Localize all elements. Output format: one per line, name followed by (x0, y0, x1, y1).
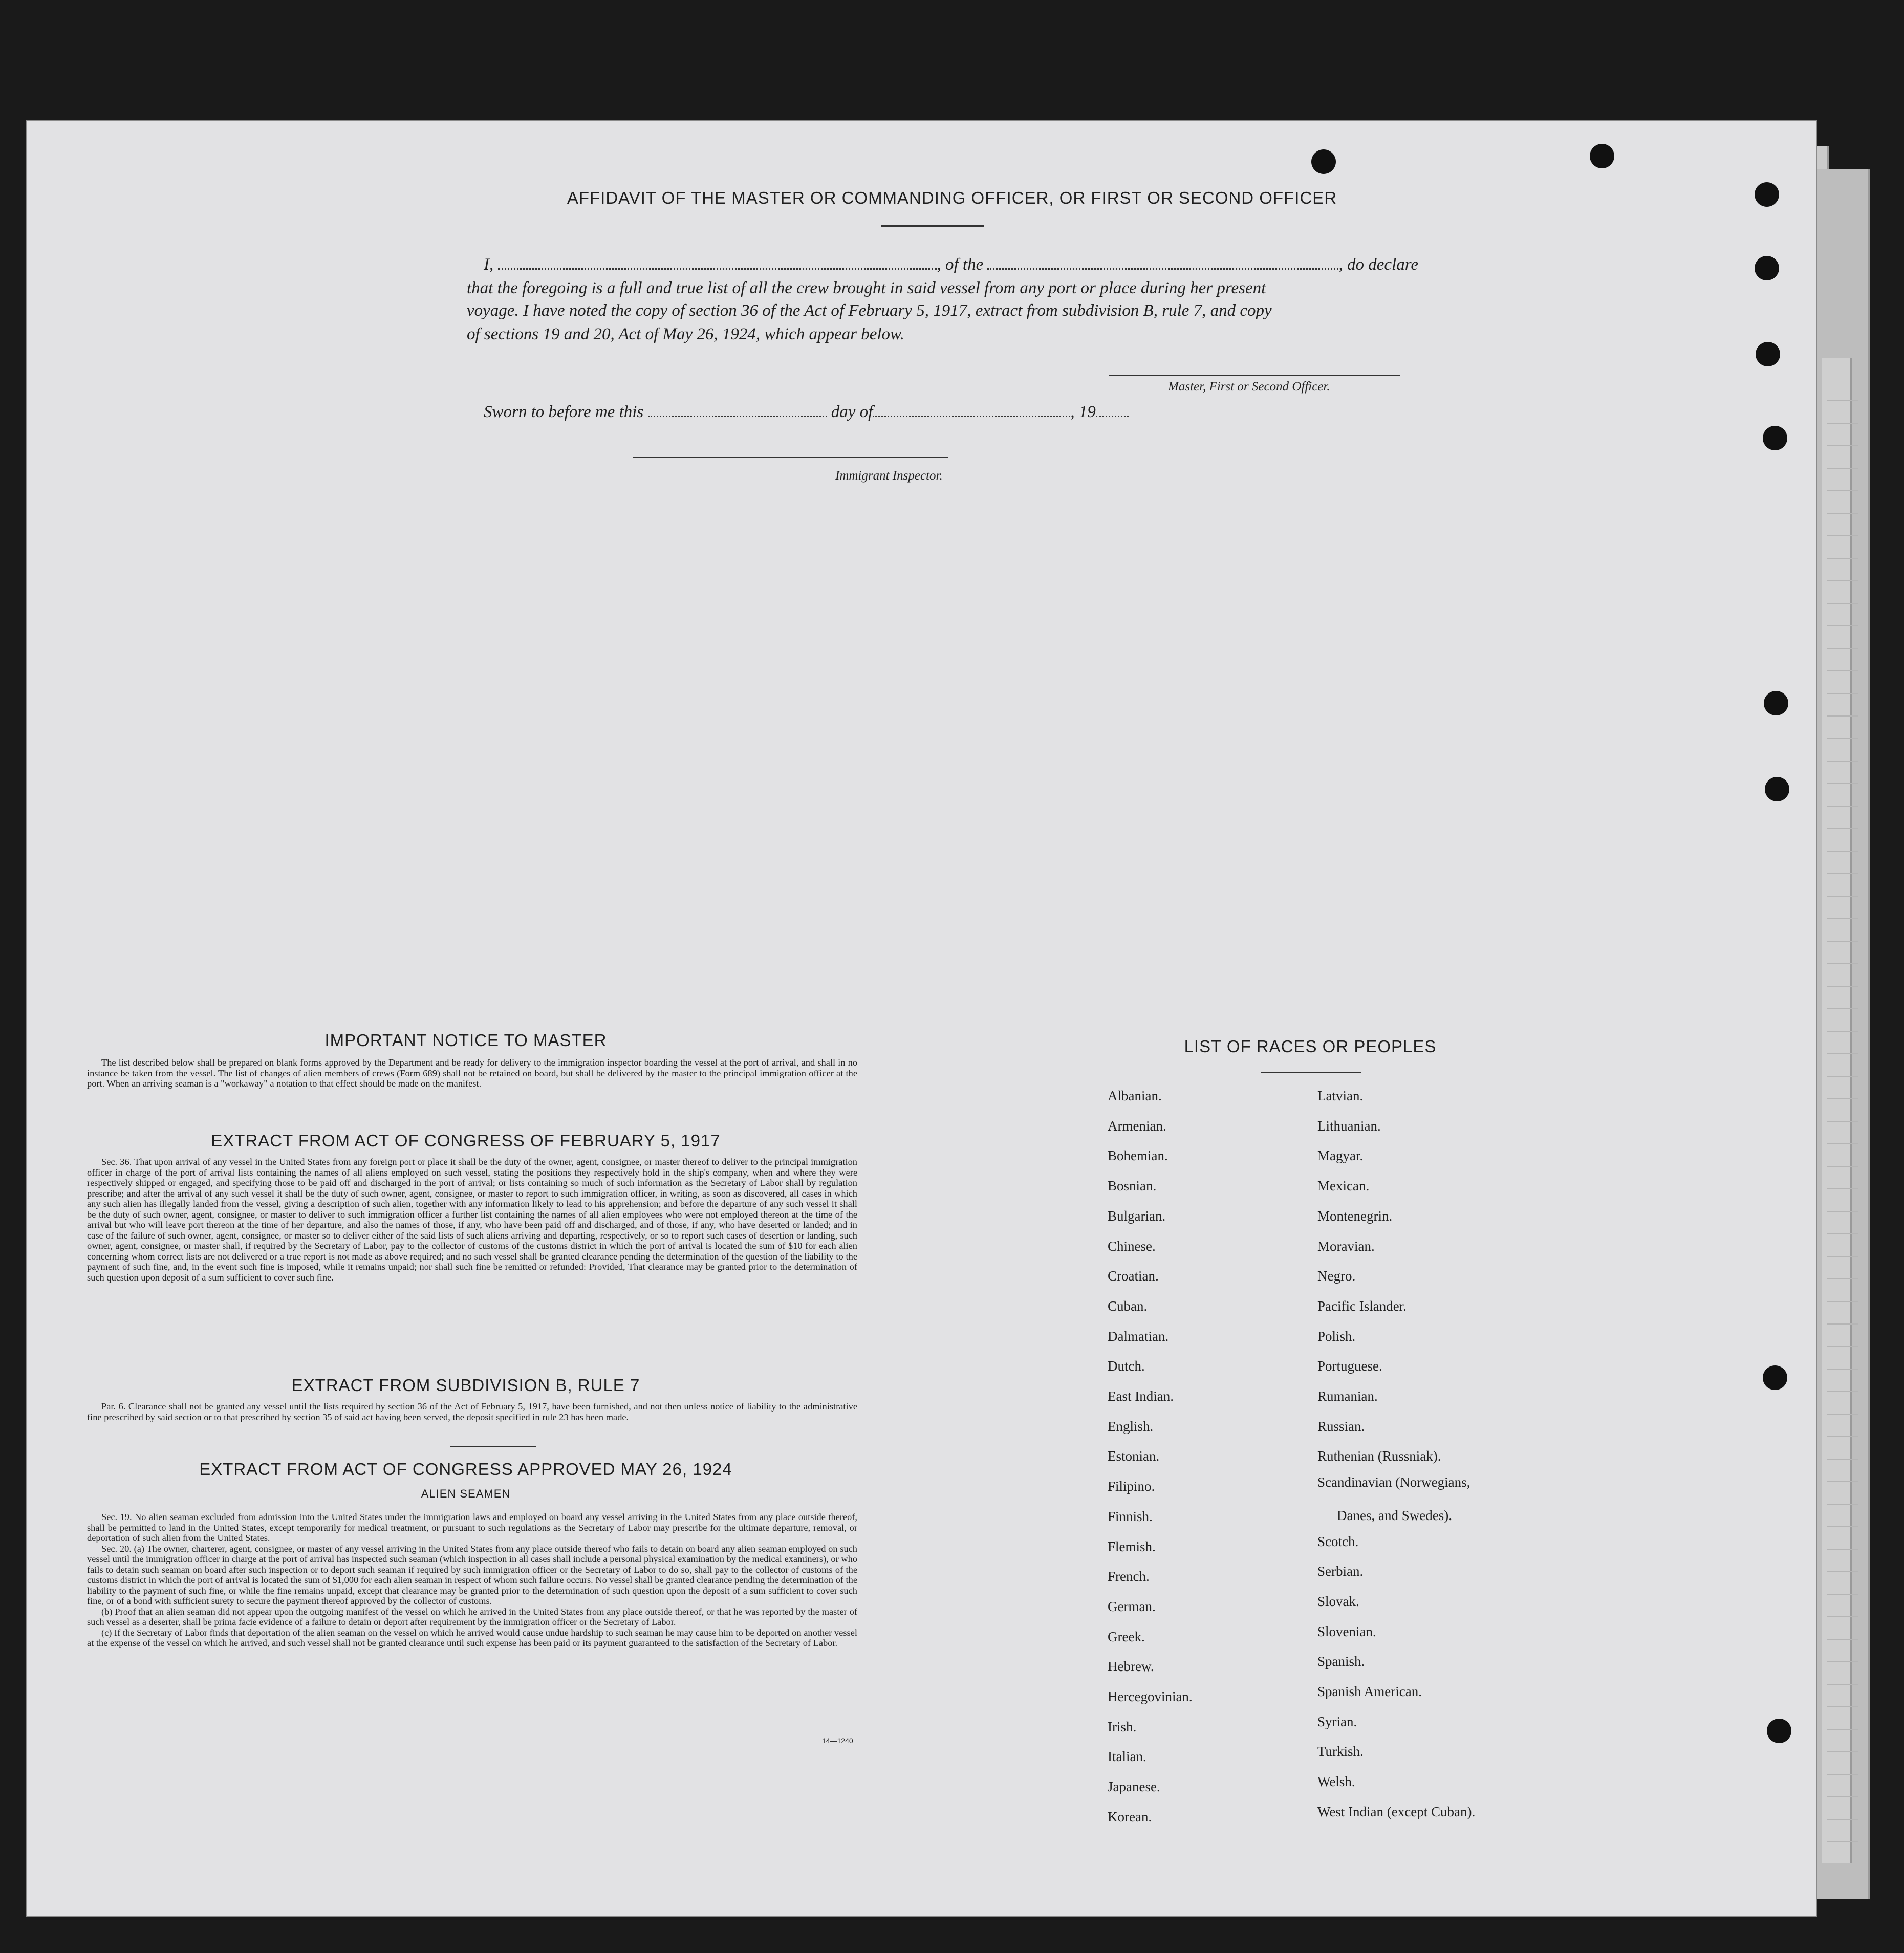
form-number: 14—1240 (822, 1737, 853, 1745)
vessel-name-field[interactable] (987, 268, 1338, 270)
race-item-scandinavian-cont: Danes, and Swedes). (1337, 1508, 1452, 1523)
sworn-month-field[interactable] (873, 416, 1070, 417)
punch-hole (1311, 149, 1336, 174)
section-19-paragraph: Sec. 19. No alien seaman excluded from admission into the United States under the immigration laws and employed on board any vessel arriving in the United States from any place outside thereof, shall be permitted to land in the United States, except temporarily for medical treatment, or pursuant to such regulations as the Secretary of Labor may prescribe for the ultimate departure, removal, or deportation of such alien from the United States. (87, 1512, 857, 1543)
race-item: Latvian. (1317, 1088, 1364, 1103)
notice-text (87, 1057, 857, 1089)
race-item: Montenegrin. (1317, 1208, 1393, 1224)
race-item: Korean. (1108, 1809, 1152, 1825)
race-item: Serbian. (1317, 1564, 1364, 1579)
alien-seamen-subtitle: ALIEN SEAMEN (421, 1487, 511, 1500)
affidavit-i-label: I, (484, 255, 494, 274)
race-item: Filipino. (1108, 1479, 1155, 1494)
section-20c-paragraph: (c) If the Secretary of Labor finds that deportation of the alien seaman on the vessel on which he arrived would cause undue hardship to such seaman he may cause him to be deported on another vessel at the expense of the vessel on which he arrived, and such vessel shall not be granted clearance until such expense has been paid or its payment guaranteed to the satisfaction of the Secretary of Labor. (87, 1627, 857, 1648)
race-item: Chinese. (1108, 1238, 1156, 1254)
section-36-paragraph: Sec. 36. That upon arrival of any vessel in the United States from any foreign port or place it shall be the duty of the owner, agent, consignee, or master thereof to deliver to the principal immigration officer in charge of the port of arrival lists containing the names of all aliens employed on such vessel, stating the positions they respectively hold in the ship's company, when and where they were respectively shipped or engaged, and specifying those to be paid off and discharged in the port of arrival; or lists containing so much of such information as the Secretary of Labor shall by regulation prescribe; and after the arrival of any such vessel it shall be the duty of such owner, agent, consignee, or master to report to such immigration officer, in writing, as soon as discovered, all cases in which any such alien has illegally landed from the vessel, giving a description of such alien, together with any information likely to lead to his apprehension; and before the departure of any such vessel it shall be the duty of such owner, agent, consignee, or master to deliver to such immigration officer a further list containing the names of all alien employees who were not employed thereon at the time of the arrival but who will leave port thereon at the time of her departure, and also the names of those, if any, who have been paid off and discharged, and of those, if any, who have deserted or landed; and in case of the failure of such owner, agent, consignee, or master so to deliver either of the said lists of such aliens arriving and departing, respectively, or so to report such cases of desertion or landing, such owner, agent, consignee, or master shall, if required by the Secretary of Labor, pay to the collector of customs of the customs district in which the port of arrival is located the sum of $10 for each alien concerning whom correct lists are not delivered or a true report is not made as above required; and no such vessel shall be granted clearance pending the determination of the question of the liability to the payment of such fine, and, in the event such fine is imposed, while it remains unpaid; nor shall such fine be remitted or refunded: Provided, That clearance may be granted prior to the determination of such question upon deposit of a sum sufficient to cover such fine. (87, 1157, 857, 1283)
race-item: Dalmatian. (1108, 1328, 1169, 1344)
races-title-rule (1261, 1072, 1361, 1073)
race-item: Syrian. (1317, 1713, 1357, 1729)
race-item: Croatian. (1108, 1268, 1159, 1284)
officer-name-field[interactable] (498, 268, 937, 270)
extract-1924-title: EXTRACT FROM ACT OF CONGRESS APPROVED MAY 26, 1924 (199, 1460, 732, 1479)
race-item: Turkish. (1317, 1744, 1364, 1760)
race-item: Armenian. (1108, 1118, 1166, 1134)
affidavit-of-the-label: , of the (937, 255, 984, 274)
notice-title: IMPORTANT NOTICE TO MASTER (324, 1031, 607, 1050)
paragraph-6: Par. 6. Clearance shall not be granted any vessel until the lists required by section 36 of the Act of February 5, 1917, have been furnished, and not then unless notice of liability to the administrative fine prescribed by said section or to that prescribed by section 35 of said act having been served, the deposit specified in rule 23 has been made. (87, 1401, 857, 1422)
punch-hole (1755, 256, 1779, 280)
extract-1917-title: EXTRACT FROM ACT OF CONGRESS OF FEBRUARY 5, 1917 (211, 1131, 721, 1150)
race-item: Albanian. (1108, 1088, 1162, 1103)
race-item: German. (1108, 1598, 1156, 1614)
race-item: Dutch. (1108, 1358, 1145, 1374)
punch-hole (1765, 777, 1789, 801)
day-of-label: day of (831, 403, 873, 421)
race-item: Magyar. (1317, 1148, 1364, 1164)
races-title: LIST OF RACES OR PEOPLES (1184, 1037, 1437, 1056)
section-20a-paragraph: Sec. 20. (a) The owner, charterer, agent, consignee, or master of any vessel arriving in the United States from any place outside thereof who fails to detain on board any alien seaman employed on such vessel until the immigration officer in charge at the port of arrival has inspected such seaman (which inspection in all cases shall include a personal physical examination by the medical examiners), or who fails to detain such seaman on board after such inspection or to deport such seaman if required by such immigration officer or the Secretary of Labor to do so, shall pay to the collector of customs of the customs district in which the port of arrival is located the sum of $1,000 for each alien seaman in respect of whom such failure occurs. No vessel shall be granted clearance pending the determination of the liability to the payment of such fine, or while the fine remains unpaid, except that clearance may be granted prior to the determination of such question upon the deposit of a sum sufficient to cover such fine, or of a bond with sufficient surety to secure the payment thereof approved by the collector of customs. (87, 1543, 857, 1606)
inspector-label: Immigrant Inspector. (835, 469, 943, 483)
race-item: Slovenian. (1317, 1623, 1376, 1639)
year-label: , 19 (1070, 403, 1096, 421)
master-signature-label: Master, First or Second Officer. (1168, 380, 1330, 394)
race-item: Hercegovinian. (1108, 1689, 1193, 1704)
title-rule (881, 225, 984, 227)
notice-paragraph: The list described below shall be prepared on blank forms approved by the Department and be ready for delivery to the immigration inspector boarding the vessel at the port of arrival, and shall in no instance be taken from the vessel. The list of changes of alien members of crews (Form 689) shall not be retained on board, but shall be delivered by the master to the principal immigration officer at the port. When an arriving seaman is a "workaway" a notation to that effect should be made on the manifest. (87, 1057, 857, 1089)
section-20b-paragraph: (b) Proof that an alien seaman did not appear upon the outgoing manifest of the vessel on which he arrived in the United States from any place outside thereof, or that he was reported by the master of such vessel as a deserter, shall be prima facie evidence of a failure to detain or deport after requirement by the immigration officer or the Secretary of Labor. (87, 1606, 857, 1627)
race-item: Japanese. (1108, 1779, 1160, 1795)
subdivision-title: EXTRACT FROM SUBDIVISION B, RULE 7 (291, 1376, 640, 1395)
race-item: Lithuanian. (1317, 1118, 1381, 1134)
affidavit-title: AFFIDAVIT OF THE MASTER OR COMMANDING OFFICER, OR FIRST OR SECOND OFFICER (567, 188, 1337, 207)
race-item: Spanish. (1317, 1654, 1365, 1669)
race-item: Welsh. (1317, 1774, 1355, 1790)
punch-hole (1763, 426, 1787, 450)
extract-1924-text (87, 1512, 857, 1648)
race-item: English. (1108, 1418, 1154, 1434)
sworn-year-field[interactable] (1096, 416, 1129, 417)
race-item: Finnish. (1108, 1508, 1153, 1524)
race-item: Greek. (1108, 1629, 1145, 1644)
sworn-label: Sworn to before me this (484, 403, 644, 421)
race-item: Scandinavian (Norwegians, (1317, 1474, 1470, 1490)
race-item: Estonian. (1108, 1448, 1160, 1464)
race-item: Rumanian. (1317, 1388, 1378, 1404)
race-item: Moravian. (1317, 1238, 1375, 1254)
affidavit-line-1 (484, 253, 1418, 276)
affidavit-line-3: voyage. I have noted the copy of section 36 of the Act of February 5, 1917, extract from subdivision B, rule 7, and copy (467, 301, 1272, 320)
race-item: Bulgarian. (1108, 1208, 1166, 1224)
race-item: Scotch. (1317, 1533, 1359, 1549)
race-item: Mexican. (1317, 1178, 1370, 1194)
race-item: Portuguese. (1317, 1358, 1382, 1374)
race-item: Bosnian. (1108, 1178, 1157, 1194)
punch-hole (1763, 1365, 1787, 1390)
race-item: Hebrew. (1108, 1659, 1154, 1675)
race-item: Pacific Islander. (1317, 1298, 1407, 1314)
race-item: Slovak. (1317, 1593, 1359, 1609)
punch-hole (1756, 342, 1780, 366)
affidavit-line-4: of sections 19 and 20, Act of May 26, 1924, which appear below. (467, 325, 904, 343)
race-item: Flemish. (1108, 1538, 1156, 1554)
race-item: Bohemian. (1108, 1148, 1168, 1164)
race-item: Cuban. (1108, 1298, 1148, 1314)
race-item: Irish. (1108, 1719, 1137, 1734)
race-item: Spanish American. (1317, 1684, 1422, 1699)
punch-hole (1764, 691, 1788, 715)
section-divider (450, 1446, 536, 1447)
race-item: Polish. (1317, 1328, 1356, 1344)
sworn-line (484, 400, 1129, 424)
inspector-signature-line[interactable] (633, 457, 948, 458)
punch-hole (1767, 1719, 1791, 1743)
race-item: West Indian (except Cuban). (1317, 1804, 1476, 1819)
ledger-grid-edge (1827, 389, 1858, 1842)
race-item: Italian. (1108, 1749, 1146, 1765)
race-item: East Indian. (1108, 1388, 1174, 1404)
race-item: Negro. (1317, 1268, 1356, 1284)
punch-hole (1590, 144, 1614, 168)
affidavit-declare-label: , do declare (1338, 255, 1418, 274)
extract-1917-text (87, 1157, 857, 1283)
race-item: Russian. (1317, 1418, 1365, 1434)
sworn-day-field[interactable] (648, 416, 827, 417)
master-signature-line[interactable] (1109, 375, 1400, 376)
race-item: French. (1108, 1569, 1150, 1585)
race-item: Ruthenian (Russniak). (1317, 1448, 1441, 1464)
affidavit-line-2: that the foregoing is a full and true list of all the crew brought in said vessel from any port or place during her present (467, 279, 1266, 297)
subdivision-text (87, 1401, 857, 1422)
